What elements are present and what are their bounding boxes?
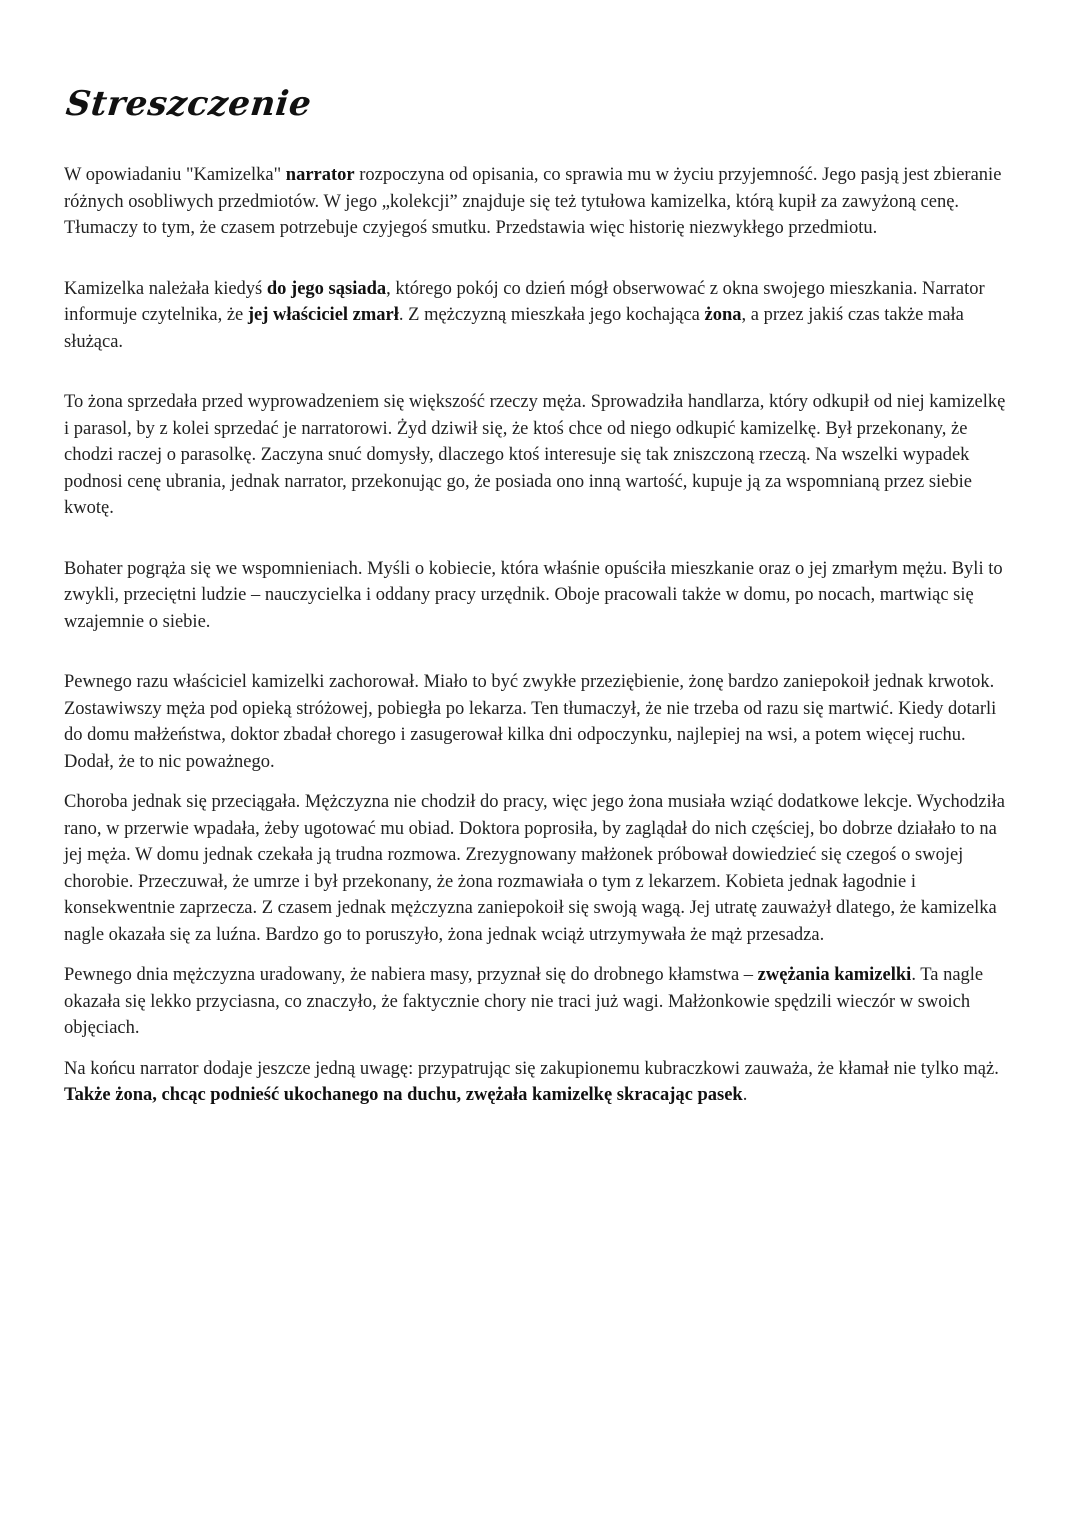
bold-text-segment: zwężania kamizelki (757, 965, 912, 985)
text-segment: Choroba jednak się przeciągała. Mężczyzna nie chodził do pracy, więc jego żona musiała wziąć dodatkowe lekcje. Wychodziła rano, w przerwie wpadała, żeby ugotować mu obiad. Doktora poprosiła, by zaglądał do nich częściej, bo dobrze działało to na jej męża. W domu jednak czekała ją trudna rozmowa. Zrezygnowany małżonek próbował dowiedzieć się czegoś o swojej chorobie. Przeczuwał, że umrze i był przekonany, że żona rozmawiała o tym z lekarzem. Kobieta jednak łagodnie i konsekwentnie zaprzecza. Z czasem jednak mężczyzna zaniepokoił się swoją wagą. Jej utratę zauważył dlatego, że kamizelka nagle okazała się za luźna. Bardzo go to poruszyło, żona jednak wciąż utrzymywała że mąż przesadza. (64, 792, 1005, 945)
paragraph-6 (64, 789, 1014, 948)
paragraph-5 (64, 669, 1014, 775)
text-segment: . Z mężczyzną mieszkała jego kochająca (398, 305, 705, 325)
document-body (64, 162, 1014, 1109)
text-segment: Kamizelka należała kiedyś (64, 278, 267, 299)
text-segment: , którego pokój co dzień mógł obserwować z okna swojego mieszkania. Narrator informuje czytelnika, że (64, 278, 985, 325)
text-segment: W opowiadaniu "Kamizelka" (64, 165, 286, 185)
paragraph-7 (64, 962, 1014, 1042)
text-segment: . Ta nagle okazała się lekko przyciasna, co znaczyło, że faktycznie chory nie traci już wagi. Małżonkowie spędzili wieczór w swoich objęciach. (64, 965, 984, 1038)
bold-text-segment: do jego sąsiada (266, 278, 387, 299)
bold-text-segment: jej właściciel zmarł (247, 305, 399, 325)
paragraph-2 (64, 276, 1014, 356)
bold-text-segment: Także żona, chcąc podnieść ukochanego na duchu, zwężała kamizelkę skracając pasek (64, 1085, 743, 1105)
text-segment: . (742, 1085, 748, 1105)
text-segment: Pewnego dnia mężczyzna uradowany, że nabiera masy, przyznał się do drobnego kłamstwa – (64, 965, 758, 985)
text-segment: rozpoczyna od opisania, co sprawia mu w życiu przyjemność. Jego pasją jest zbieranie różnych osobliwych przedmiotów. W jego „kolekcji” znajduje się też tytułowa kamizelka, którą kupił za zawyżoną cenę. Tłumaczy to tym, że czasem potrzebuje czyjegoś smutku. Przedstawia więc historię niezwykłego przedmiotu. (64, 165, 1002, 238)
text-segment: , a przez jakiś czas także mała służąca. (64, 305, 964, 352)
bold-text-segment: narrator (285, 165, 355, 185)
paragraph-8 (64, 1056, 1014, 1109)
text-segment: Na końcu narrator dodaje jeszcze jedną uwagę: przypatrując się zakupionemu kubraczkowi zauważa, że kłamał nie tylko mąż. (64, 1058, 999, 1079)
text-segment: To żona sprzedała przed wyprowadzeniem się większość rzeczy męża. Sprowadziła handlarza, który odkupił od niej kamizelkę i parasol, by z kolei sprzedać je narratorowi. Żyd dziwił się, że ktoś chce od niego odkupić kamizelkę. Był przekonany, że chodzi raczej o parasolkę. Zaczyna snuć domysły, dlaczego ktoś interesuje się tak zniszczoną rzeczą. Na wszelki wypadek podnosi cenę ubrania, jednak narrator, przekonując go, że posiada ono inną wartość, kupuje ją za wspomnianą przez siebie kwotę. (64, 392, 1006, 518)
text-segment: Pewnego razu właściciel kamizelki zachorował. Miało to być zwykłe przeziębienie, żonę bardzo zaniepokoił jednak krwotok. Zostawiwszy męża pod opieką stróżowej, pobiegła po lekarza. Ten tłumaczył, że nie trzeba od razu się martwić. Kiedy dotarli do domu małżeństwa, doktor zbadał chorego i zasugerował kilka dni odpoczynku, najlepiej na wsi, a potem więcej ruchu. Dodał, że to nic poważnego. (64, 672, 997, 772)
paragraph-4 (64, 556, 1014, 636)
text-segment: Bohater pogrąża się we wspomnieniach. Myśli o kobiecie, która właśnie opuściła mieszkanie oraz o jej zmarłym mężu. Byli to zwykli, przeciętni ludzie – nauczycielka i oddany pracy urzędnik. Oboje pracowali także w domu, po nocach, martwiąc się wzajemnie o siebie. (64, 558, 1003, 632)
page-title: Streszczenie (64, 84, 314, 124)
bold-text-segment: żona (704, 305, 742, 325)
paragraph-1 (64, 162, 1014, 242)
paragraph-3 (64, 389, 1014, 522)
